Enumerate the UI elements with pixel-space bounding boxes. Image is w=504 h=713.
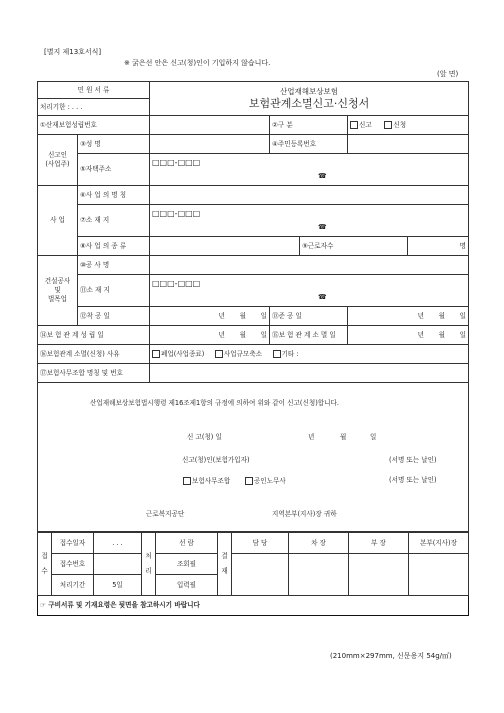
labor-attorney-label: 공인노무사 bbox=[253, 477, 286, 485]
inquiry-label: 조회필 bbox=[156, 554, 218, 575]
work-name-field[interactable] bbox=[150, 256, 469, 275]
extinct-date-field[interactable] bbox=[348, 326, 469, 345]
day-unit: 일 bbox=[459, 311, 467, 320]
union-checkbox[interactable] bbox=[183, 477, 191, 485]
start-date-field[interactable] bbox=[150, 307, 270, 326]
downsize-label: 사업규모축소 bbox=[223, 350, 263, 358]
business-phone-icon: ☎ bbox=[318, 223, 327, 231]
deputy-sign bbox=[289, 554, 349, 596]
recipient-org: 근로복지공단 bbox=[146, 510, 185, 518]
process-label: 처 리 bbox=[142, 533, 156, 596]
applicant-label: 신고(청)인(보험가입자) bbox=[182, 456, 250, 464]
notice-text: ※ 굵은선 안은 신고(청)인이 기입하지 않습니다. bbox=[124, 59, 271, 67]
form-table bbox=[37, 81, 468, 616]
receipt-number-label: 접수번호 bbox=[52, 554, 94, 575]
policy-number-field[interactable] bbox=[150, 116, 270, 135]
business-location-field[interactable] bbox=[150, 205, 469, 237]
extinct-date-label: ⑮보 험 관 계 소 멸 일 bbox=[270, 326, 348, 345]
director-sign bbox=[409, 554, 469, 596]
end-date-field[interactable] bbox=[348, 307, 469, 326]
rrn-field[interactable] bbox=[348, 135, 469, 154]
agency-label: ⑰보험사무조합 명칭 및 번호 bbox=[38, 364, 150, 383]
construction-label: 건설공사 및 벌목업 bbox=[38, 256, 78, 326]
closure-label: 폐업(사업종료) bbox=[161, 350, 205, 358]
workers-field[interactable] bbox=[408, 237, 469, 256]
declaration-text: 산업재해보상보험법시행령 제16조제1항의 규정에 의하여 위와 같이 신고(신청)합니다. bbox=[90, 399, 339, 407]
month-unit: 월 bbox=[239, 330, 246, 339]
recipient-label: 지역본부(지사)장 귀하 bbox=[272, 510, 337, 518]
division-label: ②구 분 bbox=[270, 116, 348, 135]
workers-unit: 명 bbox=[459, 241, 467, 250]
deputy-label: 차 장 bbox=[289, 533, 349, 554]
business-label: 사 업 bbox=[38, 186, 78, 256]
month-unit: 월 bbox=[239, 311, 246, 320]
work-location-field[interactable] bbox=[150, 275, 469, 307]
division-options bbox=[348, 116, 469, 135]
form-number: [별지 제13호서식] bbox=[44, 48, 102, 56]
page-title: 보험관계소멸신고·신청서 bbox=[248, 97, 370, 111]
name-label: ③성 명 bbox=[78, 135, 150, 154]
office-doc-label: 민 원 서 류 bbox=[38, 82, 150, 99]
staff-label: 담 당 bbox=[232, 533, 289, 554]
title-small: 산업재해보상보험 bbox=[280, 86, 338, 96]
report-checkbox[interactable] bbox=[350, 121, 358, 129]
phone-icon: ☎ bbox=[318, 172, 327, 180]
business-name-field[interactable] bbox=[150, 186, 469, 205]
signature-note-1: (서명 또는 날인) bbox=[389, 456, 437, 464]
labor-attorney-checkbox[interactable] bbox=[245, 477, 253, 485]
report-label: 신고 bbox=[359, 121, 372, 129]
month-unit: 월 bbox=[438, 311, 445, 320]
manager-sign bbox=[349, 554, 409, 596]
home-address-label: ⑤자택주소 bbox=[78, 154, 150, 186]
manager-label: 부 장 bbox=[349, 533, 409, 554]
closure-checkbox[interactable] bbox=[152, 350, 160, 358]
end-date-label: ⑬준 공 일 bbox=[270, 307, 348, 326]
report-date-year: 년 bbox=[308, 433, 315, 441]
report-date-day: 일 bbox=[370, 433, 377, 441]
review-label: 선 람 bbox=[156, 533, 218, 554]
report-date-label: 신 고(청) 일 bbox=[187, 433, 222, 441]
established-date-field[interactable] bbox=[150, 326, 270, 345]
deadline-label: 처리기한 : . . . bbox=[38, 99, 150, 116]
business-type-label: ⑧사 업 의 종 류 bbox=[78, 237, 150, 256]
union-label: 보험사무조합 bbox=[192, 477, 231, 485]
day-unit: 일 bbox=[260, 311, 267, 320]
other-label: 기타 : bbox=[281, 350, 299, 358]
name-field[interactable] bbox=[150, 135, 270, 154]
postal-code: □□□-□□□ bbox=[152, 158, 201, 167]
start-date-label: ⑫착 공 일 bbox=[78, 307, 150, 326]
year-unit: 년 bbox=[417, 311, 424, 320]
reason-label: ⑯보험관계 소멸(신청) 사유 bbox=[38, 345, 150, 364]
day-unit: 일 bbox=[459, 330, 467, 339]
established-date-label: ⑭보 험 관 계 성 립 일 bbox=[38, 326, 150, 345]
rrn-label: ④주민등록번호 bbox=[270, 135, 348, 154]
business-name-label: ⑥사 업 의 명 칭 bbox=[78, 186, 150, 205]
month-unit: 월 bbox=[438, 330, 445, 339]
home-address-field[interactable] bbox=[150, 154, 469, 186]
day-unit: 일 bbox=[260, 330, 267, 339]
page-side: (앞 면) bbox=[437, 70, 459, 78]
business-postal-code: □□□-□□□ bbox=[152, 209, 201, 218]
agency-field[interactable] bbox=[150, 364, 469, 383]
approval-label: 결 재 bbox=[218, 533, 232, 596]
year-unit: 년 bbox=[218, 311, 225, 320]
footer-note: ☞ 구비서류 및 기재요령은 뒷면을 참고하시기 바랍니다 bbox=[38, 596, 469, 616]
year-unit: 년 bbox=[218, 330, 225, 339]
processing-period-label: 처리기간 bbox=[52, 575, 94, 596]
apply-checkbox[interactable] bbox=[384, 121, 392, 129]
receipt-number-value bbox=[94, 554, 142, 575]
processing-period-value: 5일 bbox=[94, 575, 142, 596]
policy-number-label: ①산재보험성립번호 bbox=[38, 116, 150, 135]
year-unit: 년 bbox=[417, 330, 424, 339]
report-date-month: 월 bbox=[340, 433, 347, 441]
receipt-date-label: 접수일자 bbox=[52, 533, 94, 554]
work-phone-icon: ☎ bbox=[318, 293, 327, 301]
paper-spec: (210mm×297mm, 신문용지 54g/㎡) bbox=[330, 652, 452, 660]
other-checkbox[interactable] bbox=[273, 350, 281, 358]
work-location-label: ⑪소 재 지 bbox=[78, 275, 150, 307]
signature-note-2: (서명 또는 날인) bbox=[389, 476, 437, 484]
apply-label: 신청 bbox=[393, 121, 407, 129]
downsize-checkbox[interactable] bbox=[215, 350, 223, 358]
receipt-label: 접 수 bbox=[38, 533, 52, 596]
receipt-date-value: . . . bbox=[94, 533, 142, 554]
work-postal-code: □□□-□□□ bbox=[152, 279, 201, 288]
reporter-label: 신고인 (사업주) bbox=[38, 135, 78, 186]
work-name-label: ⑩공 사 명 bbox=[78, 256, 150, 275]
staff-sign bbox=[232, 554, 289, 596]
business-location-label: ⑦소 재 지 bbox=[78, 205, 150, 237]
declaration-section bbox=[38, 383, 469, 532]
business-type-field[interactable] bbox=[150, 237, 300, 256]
reason-options bbox=[150, 345, 469, 364]
workers-label: ⑨근로자수 bbox=[300, 237, 408, 256]
director-label: 본부(지사)장 bbox=[409, 533, 469, 554]
input-label: 입력필 bbox=[156, 575, 218, 596]
title-cell bbox=[150, 82, 469, 116]
agent-options bbox=[183, 477, 286, 485]
